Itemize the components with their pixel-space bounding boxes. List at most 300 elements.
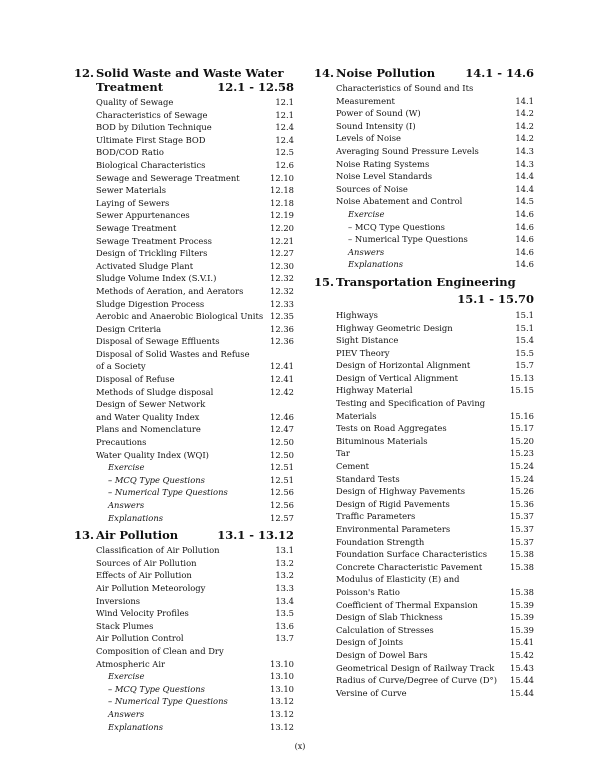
toc-entry-title: Inversions <box>96 595 141 606</box>
toc-entry-title: Tests on Road Aggregates <box>336 423 447 434</box>
toc-entry-page: 15.17 <box>510 423 534 434</box>
toc-entry[interactable] <box>336 573 534 586</box>
toc-entry-title: Disposal of Sewage Effluents <box>96 336 220 347</box>
toc-entry-title: Design of Vertical Alignment <box>336 372 458 383</box>
toc-entry-page: 12.51 <box>270 474 294 485</box>
toc-entry[interactable] <box>336 422 534 435</box>
toc-entry[interactable] <box>336 662 534 675</box>
toc-entry-title: Precautions <box>96 437 147 448</box>
toc-entry-page: 12.36 <box>270 336 294 347</box>
toc-entry-title: Atmospheric Air <box>96 658 166 669</box>
toc-entry[interactable] <box>96 348 294 361</box>
toc-entry[interactable] <box>96 310 294 323</box>
toc-entry-answers[interactable] <box>96 499 294 512</box>
toc-entry[interactable] <box>336 334 534 347</box>
toc-entry-page: 15.24 <box>510 461 534 472</box>
toc-entry-page: 15.1 <box>515 322 534 333</box>
toc-entry[interactable] <box>336 649 534 662</box>
page-number: (x) <box>294 742 306 751</box>
toc-entry-page: 15.44 <box>510 675 534 686</box>
toc-entry-page: 12.4 <box>275 122 294 133</box>
toc-entry-page: 13.5 <box>275 608 294 619</box>
toc-entry[interactable] <box>96 197 294 210</box>
toc-entry[interactable] <box>96 386 294 399</box>
toc-entry[interactable] <box>336 372 534 385</box>
toc-entry[interactable] <box>336 183 534 196</box>
chapter-title: Solid Waste and Waste Water <box>96 66 284 80</box>
toc-entry-title: Design of Slab Thickness <box>336 612 443 623</box>
toc-entry-exercise[interactable] <box>336 208 534 221</box>
toc-entry[interactable] <box>96 184 294 197</box>
toc-entry-title: Versine of Curve <box>336 687 407 698</box>
toc-entry-title: Design of Highway Pavements <box>336 486 466 497</box>
toc-entry-page: 14.6 <box>515 259 534 270</box>
toc-entry[interactable] <box>96 96 294 109</box>
toc-entry-page: 12.56 <box>270 487 294 498</box>
toc-entry-page: 15.13 <box>510 372 534 383</box>
toc-entry-title: – Numerical Type Questions <box>108 696 228 707</box>
toc-entry-title: Calculation of Stresses <box>336 624 434 635</box>
toc-entry-title: Highways <box>336 309 378 320</box>
chapter-title: Transportation Engineering <box>336 274 516 289</box>
toc-entry-page: 15.44 <box>510 687 534 698</box>
toc-entry-page: 12.30 <box>270 260 294 271</box>
toc-entry-mcq[interactable] <box>96 474 294 487</box>
toc-entry-page: 12.46 <box>270 411 294 422</box>
toc-entry[interactable] <box>336 347 534 360</box>
toc-entry[interactable] <box>336 636 534 649</box>
toc-entry-title: Activated Sludge Plant <box>96 260 194 271</box>
toc-entry-title: Methods of Sludge disposal <box>96 386 214 397</box>
toc-entry-title: Explanations <box>348 259 404 270</box>
toc-entry-page: 15.36 <box>510 498 534 509</box>
toc-entry[interactable] <box>336 611 534 624</box>
toc-entry-title: Sound Intensity (I) <box>336 120 416 131</box>
chapter-number: 13. <box>74 528 95 543</box>
toc-column-right <box>314 66 534 699</box>
toc-entry[interactable] <box>96 172 294 185</box>
toc-entry[interactable] <box>336 599 534 612</box>
toc-entry-title: Design Criteria <box>96 323 162 334</box>
toc-entry-title: Testing and Specification of Paving <box>336 398 486 409</box>
toc-entry-title: Exercise <box>108 671 145 682</box>
toc-entry[interactable] <box>336 498 534 511</box>
toc-entry-title: Design of Rigid Pavements <box>336 498 450 509</box>
toc-entry[interactable] <box>336 473 534 486</box>
toc-entry-title: Concrete Characteristic Pavement <box>336 561 483 572</box>
toc-entry-title: Foundation Strength <box>336 536 425 547</box>
toc-entry-page: 14.4 <box>515 171 534 182</box>
toc-entry-title: Air Pollution Meteorology <box>96 582 206 593</box>
toc-entry-page: 15.38 <box>510 549 534 560</box>
toc-entry-title: Sewage Treatment Process <box>96 235 212 246</box>
toc-entry[interactable] <box>336 195 534 208</box>
toc-entry-page: 14.3 <box>515 158 534 169</box>
toc-entry[interactable] <box>96 323 294 336</box>
toc-entry-title: Modulus of Elasticity (E) and <box>336 574 460 585</box>
toc-entry-title: Design of Horizontal Alignment <box>336 360 471 371</box>
toc-entry-page: 12.50 <box>270 437 294 448</box>
toc-entry[interactable] <box>96 658 294 671</box>
toc-entry[interactable] <box>96 544 294 557</box>
toc-entry[interactable] <box>336 548 534 561</box>
toc-entry-title: Radius of Curve/Degree of Curve (D°) <box>336 675 498 686</box>
toc-entry-page: 12.32 <box>270 273 294 284</box>
toc-entry-page: 15.37 <box>510 536 534 547</box>
toc-entry-page: 12.41 <box>270 361 294 372</box>
chapter-page-range: 13.1 - 13.12 <box>217 528 294 543</box>
toc-entry-page: 12.6 <box>275 159 294 170</box>
toc-entry[interactable] <box>96 121 294 134</box>
toc-entry-title: Quality of Sewage <box>96 97 174 107</box>
toc-entry-page: 15.7 <box>515 360 534 371</box>
toc-entry[interactable] <box>96 411 294 424</box>
toc-entry-page: 15.37 <box>510 524 534 534</box>
toc-entry-answers[interactable] <box>336 246 534 259</box>
toc-entry-page: 12.32 <box>270 285 294 296</box>
toc-entry-page: 13.2 <box>275 557 294 568</box>
toc-entry[interactable] <box>336 145 534 158</box>
toc-entry[interactable] <box>96 235 294 248</box>
toc-entry-answers[interactable] <box>96 708 294 721</box>
toc-entry-title: Characteristics of Sound and Its <box>336 83 474 93</box>
toc-entry[interactable] <box>336 460 534 473</box>
toc-entry-page: 13.2 <box>275 570 294 581</box>
toc-entry-exercise[interactable] <box>96 461 294 474</box>
toc-entry-title: Standard Tests <box>336 473 400 484</box>
toc-entry-title: Disposal of Refuse <box>96 374 175 385</box>
toc-entry-page: 14.2 <box>515 133 534 144</box>
toc-entry-title: Coefficient of Thermal Expansion <box>336 599 478 610</box>
chapter-15-entries <box>336 309 534 699</box>
toc-entry-page: 15.23 <box>510 448 534 459</box>
toc-entry-page: 15.1 <box>515 309 534 320</box>
toc-entry-page: 12.51 <box>270 462 294 473</box>
toc-entry-page: 12.36 <box>270 323 294 334</box>
toc-column-left <box>74 66 294 733</box>
toc-entry-page: 12.4 <box>275 134 294 145</box>
toc-entry[interactable] <box>336 510 534 523</box>
toc-entry[interactable] <box>336 536 534 549</box>
toc-entry-page: 13.3 <box>275 582 294 593</box>
toc-entry-page: 12.33 <box>270 298 294 309</box>
toc-entry-page: 12.1 <box>275 97 294 107</box>
chapter-title-continued: Treatment <box>96 80 164 94</box>
toc-entry-title: Sludge Volume Index (S.V.I.) <box>96 273 217 284</box>
chapter-title: Noise Pollution <box>336 66 436 80</box>
chapter-12-heading[interactable] <box>74 66 294 80</box>
toc-entry-title: PIEV Theory <box>336 347 390 358</box>
toc-entry-page: 12.18 <box>270 197 294 208</box>
toc-entry-page: 14.1 <box>515 95 534 106</box>
toc-entry[interactable] <box>96 209 294 222</box>
chapter-title: Air Pollution <box>96 528 179 543</box>
chapter-15-heading[interactable] <box>314 275 534 289</box>
toc-entry-title: Sewage and Sewerage Treatment <box>96 172 240 183</box>
toc-entry-title: Sewer Appurtenances <box>96 210 190 221</box>
toc-entry-page: 12.18 <box>270 185 294 196</box>
toc-entry-page: 13.1 <box>275 545 294 556</box>
toc-entry[interactable] <box>96 373 294 386</box>
toc-entry-page: 15.15 <box>510 385 534 396</box>
toc-entry-mcq[interactable] <box>336 221 534 234</box>
toc-entry-title: Noise Abatement and Control <box>336 196 463 207</box>
toc-entry-title: – MCQ Type Questions <box>348 221 445 232</box>
toc-entry-title: – Numerical Type Questions <box>348 234 468 245</box>
toc-entry-title: BOD by Dilution Technique <box>96 122 212 133</box>
toc-entry-page: 15.5 <box>515 347 534 358</box>
toc-entry[interactable] <box>96 595 294 608</box>
toc-entry[interactable] <box>336 435 534 448</box>
toc-entry-page: 12.47 <box>270 424 294 435</box>
chapter-13-heading[interactable] <box>74 528 294 542</box>
toc-entry[interactable] <box>336 107 534 120</box>
toc-entry[interactable] <box>96 146 294 159</box>
toc-entry-title: Classification of Air Pollution <box>96 545 220 556</box>
toc-entry-title: Sources of Air Pollution <box>96 557 197 568</box>
toc-entry[interactable] <box>336 170 534 183</box>
toc-entry-title: Geometrical Design of Railway Track <box>336 662 495 673</box>
toc-entry[interactable] <box>336 322 534 335</box>
toc-entry[interactable] <box>336 397 534 410</box>
toc-entry-title: Power of Sound (W) <box>336 108 421 119</box>
toc-entry[interactable] <box>96 569 294 582</box>
toc-entry-title: Sludge Digestion Process <box>96 298 205 309</box>
toc-entry[interactable] <box>336 674 534 687</box>
toc-entry-page: 13.12 <box>270 708 294 719</box>
toc-entry[interactable] <box>336 120 534 133</box>
toc-entry-title: Disposal of Solid Wastes and Refuse <box>96 348 250 359</box>
toc-entry-page: 14.3 <box>515 145 534 156</box>
toc-entry[interactable] <box>96 582 294 595</box>
toc-entry-title: Water Quality Index (WQI) <box>96 449 209 460</box>
chapter-14-heading[interactable] <box>314 66 534 80</box>
chapter-number: 14. <box>314 66 335 80</box>
toc-entry-title: Environmental Parameters <box>336 524 451 534</box>
toc-entry[interactable] <box>336 309 534 322</box>
toc-entry-title: Explanations <box>108 512 164 523</box>
toc-entry-title: Design of Trickling Filters <box>96 248 208 259</box>
toc-entry-title: Exercise <box>108 462 145 473</box>
toc-entry-page: 14.5 <box>515 196 534 207</box>
toc-entry-page: 12.42 <box>270 386 294 397</box>
toc-entry[interactable] <box>96 335 294 348</box>
toc-entry-page: 15.38 <box>510 561 534 572</box>
toc-entry-title: Averaging Sound Pressure Levels <box>336 145 479 156</box>
toc-entry-numerical[interactable] <box>96 486 294 499</box>
toc-entry[interactable] <box>336 523 534 536</box>
toc-entry-page: 15.37 <box>510 511 534 522</box>
toc-entry-title: Design of Joints <box>336 637 404 648</box>
toc-entry-title: Plans and Nomenclature <box>96 424 201 435</box>
chapter-12-entries <box>96 96 294 524</box>
toc-entry[interactable] <box>96 285 294 298</box>
toc-entry-page: 12.10 <box>270 172 294 183</box>
chapter-page-range: 14.1 - 14.6 <box>465 66 534 80</box>
toc-entry[interactable] <box>336 687 534 700</box>
toc-entry-page: 15.16 <box>510 410 534 421</box>
toc-entry[interactable] <box>336 384 534 397</box>
toc-entry-page: 13.7 <box>275 633 294 644</box>
toc-entry-title: Biological Characteristics <box>96 159 206 170</box>
toc-entry-page: 12.57 <box>270 512 294 523</box>
toc-entry-title: – MCQ Type Questions <box>108 474 205 485</box>
toc-entry-title: BOD/COD Ratio <box>96 147 164 158</box>
chapter-number: 15. <box>314 274 335 289</box>
toc-entry-title: Exercise <box>348 208 385 219</box>
toc-entry-title: Sewage Treatment <box>96 222 177 233</box>
toc-entry[interactable] <box>336 82 534 95</box>
toc-entry-page: 15.38 <box>510 586 534 597</box>
toc-entry-page: 12.5 <box>275 147 294 158</box>
toc-entry-title: Composition of Clean and Dry <box>96 645 224 656</box>
toc-entry[interactable] <box>336 158 534 171</box>
toc-entry-title: Laying of Sewers <box>96 197 170 208</box>
toc-entry-numerical[interactable] <box>336 233 534 246</box>
toc-entry-title: Cement <box>336 461 370 472</box>
toc-entry-page: 15.39 <box>510 624 534 635</box>
toc-entry[interactable] <box>336 410 534 423</box>
toc-entry-page: 13.12 <box>270 696 294 707</box>
toc-entry-title: Explanations <box>108 721 164 732</box>
toc-entry-title: Characteristics of Sewage <box>96 109 208 120</box>
toc-entry[interactable] <box>96 360 294 373</box>
toc-entry-title: Design of Sewer Network <box>96 399 206 410</box>
toc-entry[interactable] <box>96 607 294 620</box>
toc-entry[interactable] <box>96 449 294 462</box>
toc-entry-page: 15.26 <box>510 486 534 497</box>
toc-entry-page: 12.21 <box>270 235 294 246</box>
toc-entry-page: 14.2 <box>515 120 534 131</box>
toc-entry[interactable] <box>96 134 294 147</box>
toc-entry-title: Foundation Surface Characteristics <box>336 549 488 560</box>
toc-entry[interactable] <box>96 436 294 449</box>
toc-entry[interactable] <box>336 447 534 460</box>
toc-entry-page: 15.43 <box>510 662 534 673</box>
toc-entry[interactable] <box>336 95 534 108</box>
toc-entry-title: Sewer Materials <box>96 185 167 196</box>
toc-entry[interactable] <box>336 586 534 599</box>
toc-entry-title: Sources of Noise <box>336 183 408 194</box>
toc-entry[interactable] <box>336 624 534 637</box>
toc-entry-title: Levels of Noise <box>336 133 401 144</box>
toc-entry[interactable] <box>96 645 294 658</box>
toc-entry-title: Highway Geometric Design <box>336 322 453 333</box>
toc-entry-page: 14.6 <box>515 246 534 257</box>
toc-entry-title: Stack Plumes <box>96 620 154 631</box>
toc-entry-page: 12.50 <box>270 449 294 460</box>
toc-entry-page: 12.56 <box>270 500 294 510</box>
toc-entry-title: Traffic Parameters <box>336 511 416 522</box>
toc-entry-title: Air Pollution Control <box>96 633 184 644</box>
toc-entry-title: Noise Rating Systems <box>336 158 430 169</box>
toc-entry-title: Bituminous Materials <box>336 435 428 446</box>
toc-entry-page: 15.24 <box>510 473 534 484</box>
toc-entry[interactable] <box>96 423 294 436</box>
chapter-page-range: 12.1 - 12.58 <box>217 80 294 94</box>
toc-entry-title: Effects of Air Pollution <box>96 570 192 581</box>
toc-entry[interactable] <box>96 159 294 172</box>
toc-entry-numerical[interactable] <box>96 695 294 708</box>
toc-entry[interactable] <box>336 561 534 574</box>
toc-entry-page: 12.1 <box>275 109 294 120</box>
toc-entry-title: Poisson's Ratio <box>336 586 400 597</box>
toc-entry-title: Noise Level Standards <box>336 171 433 182</box>
toc-entry[interactable] <box>96 260 294 273</box>
toc-entry-page: 14.6 <box>515 234 534 245</box>
toc-entry-page: 13.6 <box>275 620 294 631</box>
chapter-page-range: 15.1 - 15.70 <box>457 291 534 306</box>
toc-entry-page: 14.6 <box>515 221 534 232</box>
toc-entry-page: 15.41 <box>510 637 534 648</box>
toc-entry[interactable] <box>96 109 294 122</box>
toc-entry-mcq[interactable] <box>96 683 294 696</box>
toc-entry[interactable] <box>336 485 534 498</box>
toc-entry-page: 14.6 <box>515 208 534 219</box>
toc-entry-explanations[interactable] <box>336 258 534 271</box>
toc-entry-page: 15.42 <box>510 649 534 660</box>
toc-entry[interactable] <box>96 298 294 311</box>
toc-entry-page: 12.19 <box>270 210 294 221</box>
toc-entry-page: 12.20 <box>270 222 294 233</box>
toc-entry[interactable] <box>96 222 294 235</box>
toc-entry-page: 14.2 <box>515 108 534 119</box>
toc-entry[interactable] <box>96 632 294 645</box>
toc-entry-title: Ultimate First Stage BOD <box>96 134 206 145</box>
toc-entry-page: 13.10 <box>270 671 294 682</box>
chapter-13-entries <box>96 544 294 733</box>
toc-entry-title: and Water Quality Index <box>96 411 200 422</box>
toc-entry-page: 13.10 <box>270 683 294 694</box>
toc-entry[interactable] <box>96 557 294 570</box>
toc-entry-exercise[interactable] <box>96 670 294 683</box>
toc-entry-title: of a Society <box>96 361 146 372</box>
toc-entry-title: Materials <box>336 410 377 421</box>
toc-entry-title: Measurement <box>336 95 395 106</box>
toc-entry[interactable] <box>96 620 294 633</box>
toc-entry-page: 15.39 <box>510 612 534 623</box>
toc-entry-page: 15.20 <box>510 435 534 446</box>
toc-entry[interactable] <box>336 359 534 372</box>
toc-entry-title: Tar <box>336 448 350 459</box>
toc-entry[interactable] <box>96 272 294 285</box>
toc-entry-page: 12.41 <box>270 374 294 385</box>
toc-entry-title: Highway Material <box>336 385 413 396</box>
toc-entry[interactable] <box>336 132 534 145</box>
toc-entry-title: Wind Velocity Profiles <box>96 608 189 619</box>
chapter-number: 12. <box>74 66 95 80</box>
toc-entry-title: Sight Distance <box>336 335 399 346</box>
toc-entry-page: 13.12 <box>270 721 294 732</box>
toc-entry-title: – Numerical Type Questions <box>108 487 228 498</box>
toc-entry-page: 13.10 <box>270 658 294 669</box>
toc-entry-page: 13.4 <box>275 595 294 606</box>
chapter-14-entries <box>336 82 534 271</box>
toc-entry-page: 14.4 <box>515 183 534 194</box>
toc-entry-title: Answers <box>348 246 385 257</box>
toc-entry-explanations[interactable] <box>96 512 294 525</box>
toc-entry-title: Design of Dowel Bars <box>336 649 428 660</box>
chapter-12-heading-line2[interactable] <box>74 80 294 94</box>
toc-entry-title: Methods of Aeration, and Aerators <box>96 285 244 296</box>
toc-entry-explanations[interactable] <box>96 721 294 734</box>
toc-entry[interactable] <box>96 398 294 411</box>
toc-entry-page: 12.27 <box>270 248 294 259</box>
toc-entry-title: Answers <box>108 708 145 719</box>
toc-entry-page: 15.4 <box>515 335 534 346</box>
toc-entry[interactable] <box>96 247 294 260</box>
toc-entry-page: 15.39 <box>510 599 534 610</box>
